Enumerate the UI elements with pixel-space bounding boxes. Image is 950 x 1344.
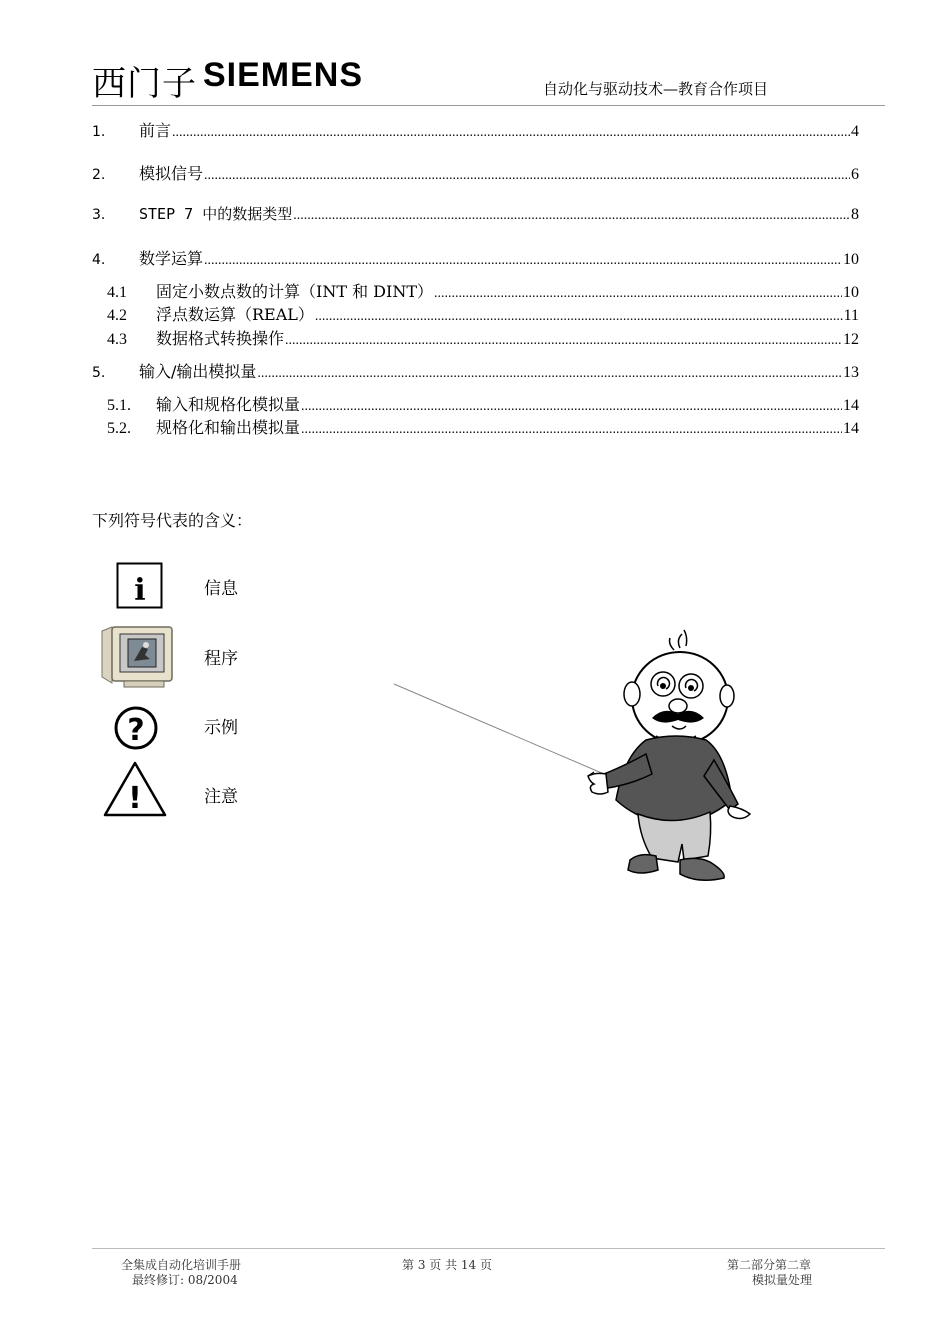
toc-leader-dots [257, 366, 842, 382]
legend-label-program: 程序 [204, 649, 238, 669]
toc-entry-number: 4.1 [107, 284, 127, 301]
svg-text:i: i [134, 573, 146, 608]
cartoon-presenter-illustration [380, 628, 770, 890]
toc-leader-dots [204, 168, 850, 184]
info-icon [116, 562, 164, 610]
toc-leader-dots [301, 422, 842, 438]
toc-entry-page: 8 [851, 206, 859, 223]
toc-entry-page: 6 [851, 166, 859, 183]
toc-entry-page: 12 [843, 331, 859, 348]
toc-entry-page: 11 [843, 307, 859, 324]
monitor-program-icon [98, 625, 178, 691]
footer-manual-title: 全集成自动化培训手册 [121, 1258, 242, 1272]
toc-entry-title: 数学运算 [139, 249, 204, 268]
pointer-stick [394, 684, 604, 774]
legend-label-example: 示例 [204, 718, 238, 738]
warning-icon [102, 760, 168, 818]
toc-entry-page: 10 [843, 284, 859, 301]
toc-entry[interactable] [92, 246, 859, 268]
question-icon [112, 704, 160, 752]
toc-subentry[interactable] [92, 415, 859, 437]
toc-entry-title: 固定小数点数的计算（INT 和 DINT） [156, 282, 433, 301]
toc-entry-number: 4.2 [107, 307, 127, 324]
legend-heading: 下列符号代表的含义： [92, 511, 253, 530]
legend-label-caution: 注意 [204, 787, 238, 807]
toc-entry-title: 规格化和输出模拟量 [156, 418, 301, 437]
toc-entry-number: 5.2. [107, 420, 131, 437]
toc-entry-title: 输入和规格化模拟量 [156, 395, 301, 414]
brand-logo-siemens: SIEMENS [203, 56, 364, 94]
toc-entry-number: 5.1. [107, 397, 131, 414]
toc-leader-dots [301, 399, 842, 415]
toc-entry-page: 4 [851, 123, 859, 140]
toc-leader-dots [293, 208, 850, 224]
toc-entry-page: 10 [843, 251, 859, 268]
toc-entry[interactable] [92, 161, 859, 183]
header-divider [92, 105, 885, 106]
toc-leader-dots [315, 309, 843, 325]
toc-entry[interactable] [92, 359, 859, 381]
toc-entry-number: 4. [92, 252, 106, 268]
toc-entry-title: 浮点数运算（REAL） [156, 305, 314, 324]
footer-chapter: 第二部分第二章 [727, 1258, 812, 1272]
toc-entry-number: 4.3 [107, 331, 127, 348]
toc-entry-title: STEP 7 中的数据类型 [139, 205, 293, 223]
header-subtitle: 自动化与驱动技术—教育合作项目 [543, 80, 769, 98]
toc-entry-number: 5. [92, 365, 106, 381]
toc-entry-number: 1. [92, 124, 106, 140]
footer-page-number: 第 3 页 共 14 页 [402, 1258, 492, 1272]
toc-entry-title: 模拟信号 [139, 164, 204, 183]
toc-entry[interactable] [92, 118, 859, 140]
brand-chinese-name: 西门子 [92, 64, 197, 104]
toc-entry-title: 前言 [139, 121, 172, 140]
toc-entry-number: 2. [92, 167, 106, 183]
legend-label-info: 信息 [204, 579, 238, 599]
svg-text:?: ? [127, 713, 145, 748]
toc-entry-number: 3. [92, 207, 106, 223]
toc-entry-title: 输入/输出模拟量 [139, 362, 257, 381]
toc-entry-page: 13 [843, 364, 859, 381]
toc-subentry[interactable] [92, 392, 859, 414]
toc-subentry[interactable] [92, 279, 859, 301]
toc-subentry[interactable] [92, 302, 859, 324]
footer-revision-date: 最终修订: 08/2004 [132, 1273, 238, 1287]
footer-topic: 模拟量处理 [752, 1273, 813, 1287]
toc-entry-title: 数据格式转换操作 [156, 329, 285, 348]
toc-leader-dots [204, 253, 842, 269]
toc-leader-dots [285, 333, 842, 349]
toc-entry-page: 14 [843, 420, 859, 437]
toc-leader-dots [172, 125, 850, 141]
toc-subentry[interactable] [92, 326, 859, 348]
toc-entry[interactable] [92, 203, 859, 225]
footer-divider [92, 1248, 885, 1249]
toc-leader-dots [434, 286, 842, 302]
svg-text:!: ! [128, 781, 142, 816]
toc-entry-page: 14 [843, 397, 859, 414]
